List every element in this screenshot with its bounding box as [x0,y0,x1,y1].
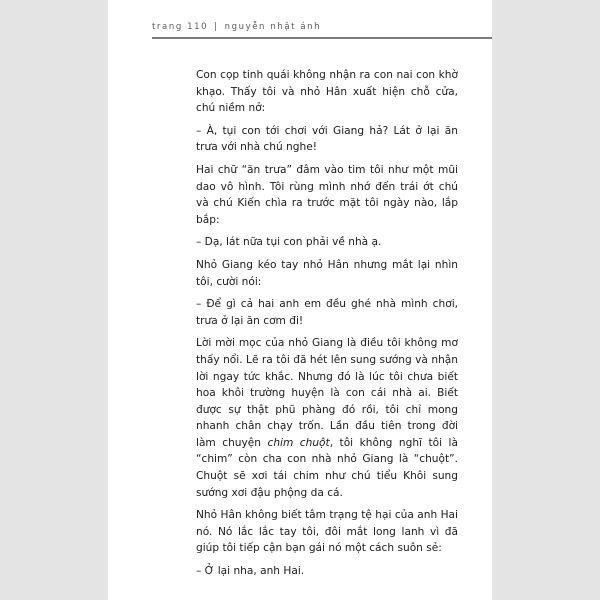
paragraph: Con cọp tinh quái không nhận ra con nai con khờ khạo. Thấy tôi và nhỏ Hân xuất hiện chỗ cửa, chú niềm nở: [196,69,458,115]
paragraph [196,335,458,501]
page-number-label: trang 110 [152,22,209,32]
paragraph: Hai chữ “ăn trưa” đâm vào tim tôi như một mũi dao vô hình. Tôi rùng mình nhớ đến trái ớt chú và chú Kiến chìa ra trước mặt tôi ngày nào, lắp bắp: [196,163,458,226]
author-name: nguyễn nhật ánh [224,22,322,32]
left-margin-backdrop [0,0,108,600]
body-text [196,67,458,586]
paragraph: – Dạ, lát nữa tụi con phải về nhà ạ. [196,236,382,249]
header-separator: | [214,22,219,32]
paragraph: – Ở lại nha, anh Hai. [196,565,305,578]
paragraph: – Để gì cả hai anh em đều ghé nhà mình chơi, trưa ở lại ăn cơm đi! [196,298,458,327]
header-rule [152,37,492,39]
italic-phrase: chim chuột [267,436,330,449]
right-margin-backdrop [492,0,600,600]
running-header [152,22,472,36]
paragraph: Nhỏ Giang kéo tay nhỏ Hân nhưng mắt lại nhìn tôi, cười nói: [196,258,458,288]
paragraph-text: Lời mời mọc của nhỏ Giang là điều tôi không mơ thấy nổi. Lẽ ra tôi đã hét lên sung sướng và nhận lời ngay tức khắc. Nhưng đó là lúc tôi chưa biết hoa khôi trường huyện là con cái nhà ai. Biết được sự thật phũ phàng đó rồi, tôi chỉ mong nhanh chân chạy trốn. Lần đầu tiên trong đời làm chuyện [196,337,458,449]
book-page [108,0,492,600]
paragraph: Nhỏ Hân không biết tâm trạng tệ hại của anh Hai nó. Nó lắc lắc tay tôi, đôi mắt long lanh vì đã giúp tôi tiếp cận bạn gái nó một cách suôn sẻ: [196,509,458,555]
paragraph: – À, tụi con tới chơi với Giang hả? Lát ở lại ăn trưa với nhà chú nghe! [196,124,458,154]
paragraph-text: , tôi không nghĩ tôi là “chim” còn cha con nhà nhỏ Giang là “chuột”. Chuột sẽ xơi tái chim như chú tiểu Khôi sung sướng xơi đậu phộng da cá. [196,436,458,499]
